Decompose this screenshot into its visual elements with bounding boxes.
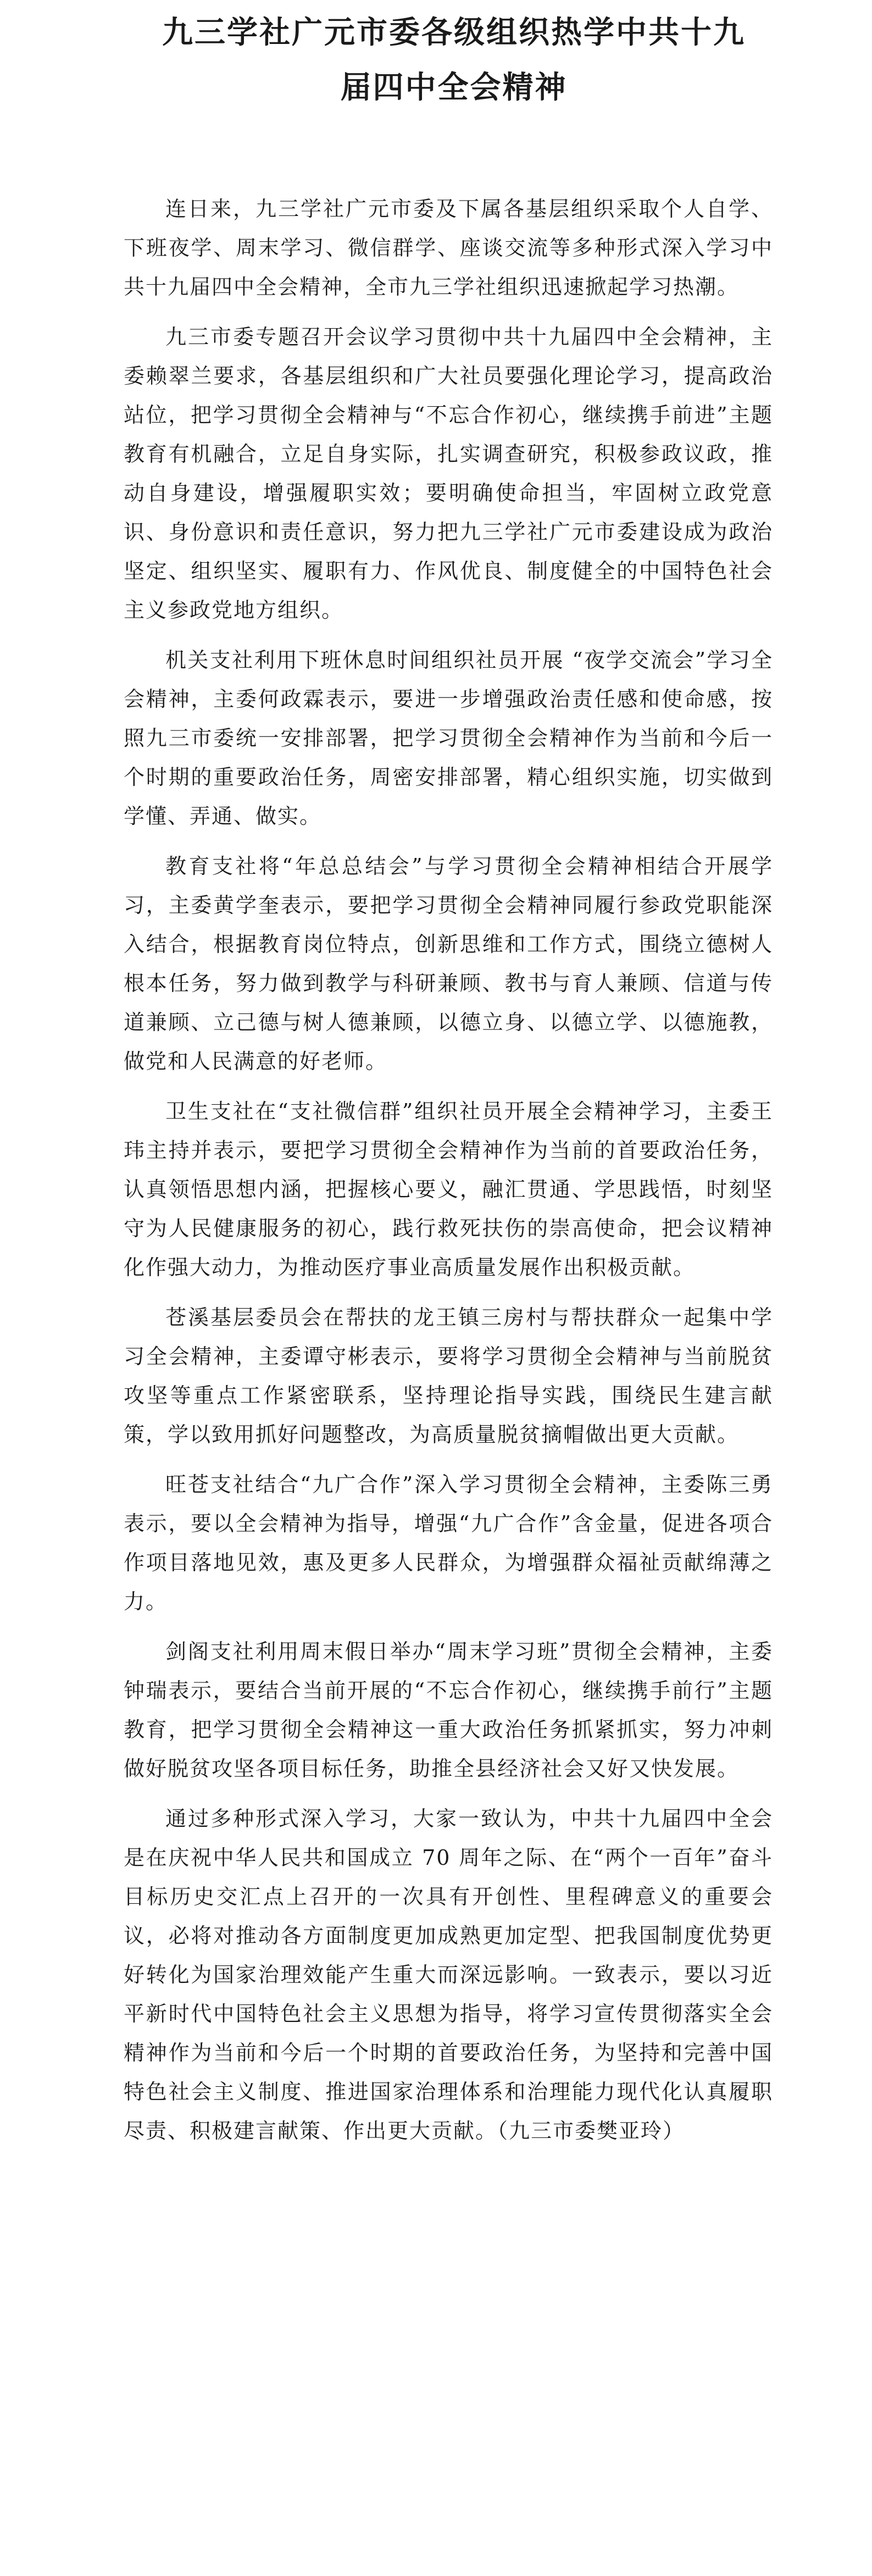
article-body	[124, 190, 773, 2151]
paragraph-education-branch: 教育支社将“年总总结会”与学习贯彻全会精神相结合开展学习，主委黄学奎表示，要把学习贯彻全会精神同履行参政党职能深入结合，根据教育岗位特点，创新思维和工作方式，围绕立德树人根本任务，努力做到教学与科研兼顾、教书与育人兼顾、信道与传道兼顾、立己德与树人德兼顾，以德立身、以德立学、以德施教，做党和人民满意的好老师。	[124, 854, 773, 1073]
paragraph-office-branch: 机关支社利用下班休息时间组织社员开展 “夜学交流会”学习全会精神，主委何政霖表示，要进一步增强政治责任感和使命感，按照九三市委统一安排部署，把学习贯彻全会精神作为当前和今后一个时期的重要政治任务，周密安排部署，精心组织实施，切实做到学懂、弄通、做实。	[124, 648, 773, 828]
paragraph-cangxi-committee: 苍溪基层委员会在帮扶的龙王镇三房村与帮扶群众一起集中学习全会精神，主委谭守彬表示，要将学习贯彻全会精神与当前脱贫攻坚等重点工作紧密联系，坚持理论指导实践，围绕民生建言献策，学以致用抓好问题整改，为高质量脱贫摘帽做出更大贡献。	[124, 1305, 773, 1447]
paragraph-jiange-branch: 剑阁支社利用周末假日举办“周末学习班”贯彻全会精神，主委钟瑞表示，要结合当前开展的“不忘合作初心，继续携手前行”主题教育，把学习贯彻全会精神这一重大政治任务抓紧抓实，努力冲刺做好脱贫攻坚各项目标任务，助推全县经济社会又好又快发展。	[124, 1639, 773, 1781]
paragraph-intro: 连日来，九三学社广元市委及下属各基层组织采取个人自学、下班夜学、周末学习、微信群学、座谈交流等多种形式深入学习中共十九届四中全会精神，全市九三学社组织迅速掀起学习热潮。	[124, 197, 773, 299]
article-title-line-1: 九三学社广元市委各级组织热学中共十九	[162, 15, 746, 51]
article-title-line-2: 届四中全会精神	[340, 70, 568, 106]
article-title	[124, 5, 773, 115]
paragraph-health-branch: 卫生支社在“支社微信群”组织社员开展全会精神学习，主委王玮主持并表示，要把学习贯彻全会精神作为当前的首要政治任务，认真领悟思想内涵，把握核心要义，融汇贯通、学思践悟，时刻坚守为人民健康服务的初心，践行救死扶伤的崇高使命，把会议精神化作强大动力，为推动医疗事业高质量发展作出积极贡献。	[124, 1099, 773, 1279]
paragraph-city-committee: 九三市委专题召开会议学习贯彻中共十九届四中全会精神，主委赖翠兰要求，各基层组织和广大社员要强化理论学习，提高政治站位，把学习贯彻全会精神与“不忘合作初心，继续携手前进”主题教育有机融合，立足自身实际，扎实调查研究，积极参政议政，推动自身建设，增强履职实效；要明确使命担当，牢固树立政党意识、身份意识和责任意识，努力把九三学社广元市委建设成为政治坚定、组织坚实、履职有力、作风优良、制度健全的中国特色社会主义参政党地方组织。	[124, 325, 773, 622]
paragraph-wangcang-branch: 旺苍支社结合“九广合作”深入学习贯彻全会精神，主委陈三勇表示，要以全会精神为指导，增强“九广合作”含金量，促进各项合作项目落地见效，惠及更多人民群众，为增强群众福祉贡献绵薄之力。	[124, 1472, 773, 1614]
paragraph-conclusion: 通过多种形式深入学习，大家一致认为，中共十九届四中全会是在庆祝中华人民共和国成立 70 周年之际、在“两个一百年”奋斗目标历史交汇点上召开的一次具有开创性、里程碑意义的重要会议，必将对推动各方面制度更加成熟更加定型、把我国制度优势更好转化为国家治理效能产生重大而深远影响。一致表示，要以习近平新时代中国特色社会主义思想为指导，将学习宣传贯彻落实全会精神作为当前和今后一个时期的首要政治任务，为坚持和完善中国特色社会主义制度、推进国家治理体系和治理能力现代化认真履职尽责、积极建言献策、作出更大贡献。（九三市委樊亚玲）	[124, 1807, 773, 2143]
